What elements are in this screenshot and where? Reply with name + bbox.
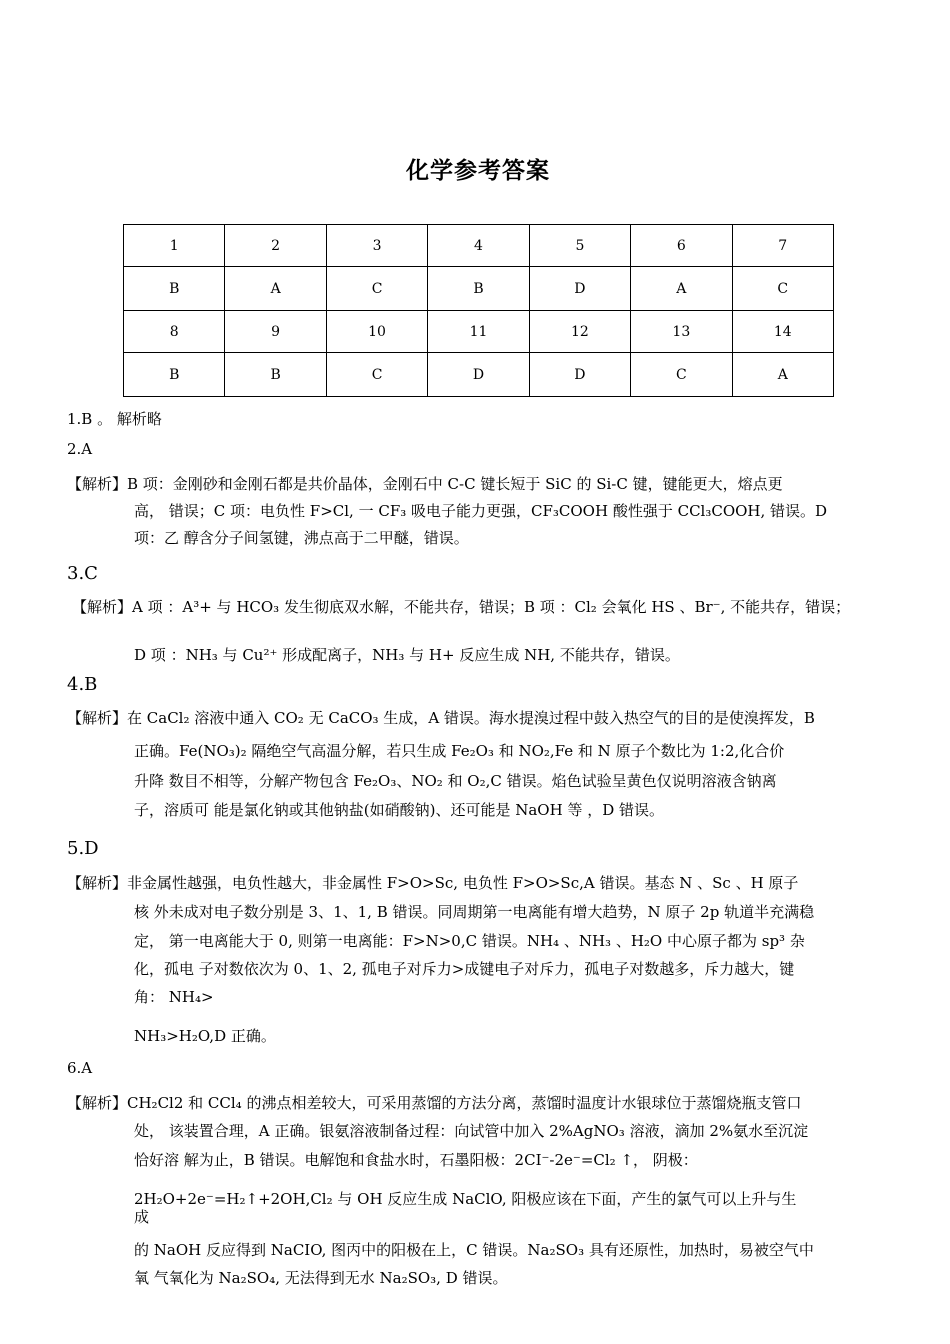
- table-cell: 4: [428, 225, 529, 267]
- explanation-line: 子，溶质可 能是氯化钠或其他钠盐(如硝酸钠)、还可能是 NaOH 等 ，D 错误。: [134, 801, 665, 819]
- answer-line: 3.C: [67, 563, 98, 584]
- table-cell: 2: [225, 225, 326, 267]
- table-cell: D: [529, 353, 630, 397]
- explanation-line: NH₃>H₂O,D 正确。: [134, 1027, 276, 1045]
- explanation-line: 核 外未成对电子数分别是 3、1、1, B 错误。同周期第一电离能有增大趋势，N 原子 2p 轨道半充满稳: [134, 903, 815, 921]
- table-cell: D: [428, 353, 529, 397]
- table-cell: 5: [529, 225, 630, 267]
- table-cell: 9: [225, 311, 326, 353]
- page-title: 化学参考答案: [406, 158, 550, 184]
- explanation-line: 项：乙 醇含分子间氢键，沸点高于二甲醚，错误。: [134, 529, 469, 547]
- explanation-line: 【解析】在 CaCl₂ 溶液中通入 CO₂ 无 CaCO₃ 生成，A 错误。海水提溴过程中鼓入热空气的目的是使溴挥发，B: [67, 709, 815, 727]
- table-cell: 8: [124, 311, 225, 353]
- table-cell: C: [326, 267, 427, 311]
- explanation-line: 2H₂O+2e⁻=H₂↑+2OH,Cl₂ 与 OH 反应生成 NaClO, 阳极应该在下面，产生的氯气可以上升与生: [134, 1190, 797, 1208]
- table-cell: B: [124, 267, 225, 311]
- answer-line: 1.B 。 解析略: [67, 410, 162, 428]
- table-row: [124, 225, 834, 267]
- explanation-line: 升降 数目不相等，分解产物包含 Fe₂O₃、NO₂ 和 O₂,C 错误。焰色试验呈黄色仅说明溶液含钠离: [134, 772, 777, 790]
- explanation-line: 的 NaOH 反应得到 NaCIO, 图丙中的阳极在上，C 错误。Na₂SO₃ 具有还原性，加热时，易被空气中: [134, 1241, 814, 1259]
- table-cell: 10: [326, 311, 427, 353]
- explanation-line: 氧 气氧化为 Na₂SO₄, 无法得到无水 Na₂SO₃, D 错误。: [134, 1269, 508, 1287]
- explanation-line: 【解析】B 项：金刚砂和金刚石都是共价晶体，金刚石中 C-C 键长短于 SiC 的 Si-C 键，键能更大，熔点更: [67, 475, 783, 493]
- table-cell: 1: [124, 225, 225, 267]
- explanation-line: 【解析】CH₂Cl2 和 CCl₄ 的沸点相差较大，可采用蒸馏的方法分离，蒸馏时温度计水银球位于蒸馏烧瓶支管口: [67, 1094, 802, 1112]
- answer-table: [123, 224, 834, 397]
- table-cell: A: [732, 353, 833, 397]
- explanation-line: 处， 该装置合理，A 正确。银氨溶液制备过程：向试管中加入 2%AgNO₃ 溶液，滴加 2%氨水至沉淀: [134, 1122, 809, 1140]
- table-cell: 7: [732, 225, 833, 267]
- explanation-line: 【解析】非金属性越强，电负性越大，非金属性 F>O>Sc, 电负性 F>O>Sc,A 错误。基态 N 、Sc 、H 原子: [67, 874, 799, 892]
- answer-line: 6.A: [67, 1059, 93, 1077]
- table-row: [124, 353, 834, 397]
- table-cell: 3: [326, 225, 427, 267]
- table-cell: 6: [631, 225, 732, 267]
- table-cell: C: [326, 353, 427, 397]
- table-cell: B: [428, 267, 529, 311]
- table-cell: 14: [732, 311, 833, 353]
- explanation-line: 高， 错误；C 项：电负性 F>Cl, 一 CF₃ 吸电子能力更强，CF₃COOH 酸性强于 CCl₃COOH, 错误。D: [134, 502, 828, 520]
- table-cell: 12: [529, 311, 630, 353]
- table-cell: B: [124, 353, 225, 397]
- explanation-line: 正确。Fe(NO₃)₂ 隔绝空气高温分解，若只生成 Fe₂O₃ 和 NO₂,Fe 和 N 原子个数比为 1:2,化合价: [134, 742, 785, 760]
- table-row: [124, 311, 834, 353]
- answer-line: 2.A: [67, 440, 93, 458]
- table-cell: A: [631, 267, 732, 311]
- table-row: [124, 267, 834, 311]
- table-cell: 13: [631, 311, 732, 353]
- table-cell: B: [225, 353, 326, 397]
- table-cell: C: [732, 267, 833, 311]
- answer-line: 4.B: [67, 674, 98, 695]
- explanation-line: 化，孤电 子对数依次为 0、1、2, 孤电子对斥力>成键电子对斥力，孤电子对数越多，斥力越大，键: [134, 960, 795, 978]
- explanation-line: D 项 ：NH₃ 与 Cu²⁺ 形成配离子，NH₃ 与 H+ 反应生成 NH, 不能共存，错误。: [134, 646, 680, 664]
- table-cell: 11: [428, 311, 529, 353]
- table-cell: C: [631, 353, 732, 397]
- table-cell: A: [225, 267, 326, 311]
- explanation-line: 定， 第一电离能大于 0, 则第一电离能：F>N>0,C 错误。NH₄ 、NH₃ 、H₂O 中心原子都为 sp³ 杂: [134, 932, 805, 950]
- explanation-line: 恰好溶 解为止，B 错误。电解饱和食盐水时，石墨阳极：2CI⁻-2e⁻=Cl₂ ↑， 阴极：: [134, 1151, 698, 1169]
- table-cell: D: [529, 267, 630, 311]
- answer-line: 5.D: [67, 838, 99, 859]
- explanation-line: 角： NH₄>: [134, 988, 214, 1006]
- explanation-line: 成: [134, 1208, 150, 1226]
- explanation-line: 【解析】A 项 ：A³+ 与 HCO₃ 发生彻底双水解，不能共存，错误；B 项 ：Cl₂ 会氧化 HS 、Br⁻, 不能共存，错误；: [72, 598, 851, 616]
